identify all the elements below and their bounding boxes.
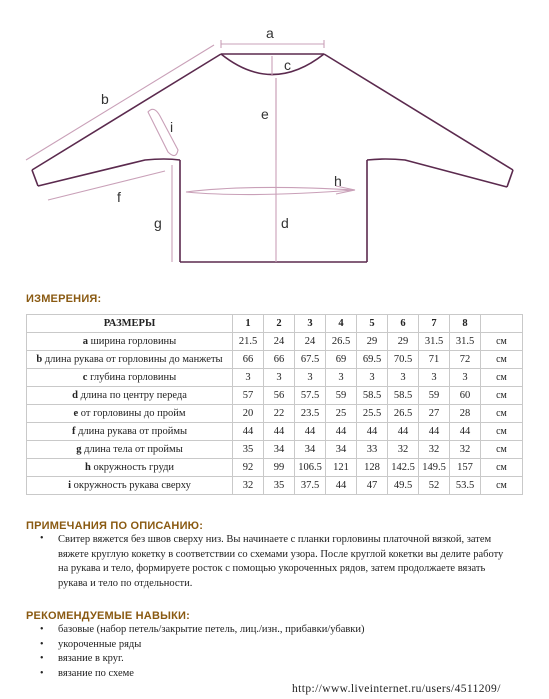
- sweater-outline: [32, 54, 513, 262]
- measure-letters: [101, 25, 342, 231]
- param-cell: [27, 351, 233, 369]
- value-cell: 26.5: [388, 405, 419, 423]
- unit-cell: см: [481, 333, 523, 351]
- param-cell: [27, 387, 233, 405]
- header-size: 7: [419, 315, 450, 333]
- label-b: b: [101, 91, 109, 107]
- param-letter: h: [84, 462, 91, 473]
- param-letter: a: [82, 336, 88, 347]
- value-cell: 33: [357, 441, 388, 459]
- bullet-icon: •: [40, 638, 44, 650]
- measurements-table-wrap: [26, 314, 522, 495]
- param-letter: g: [76, 444, 82, 455]
- sweater-schematic: [0, 0, 549, 285]
- value-cell: 29: [388, 333, 419, 351]
- value-cell: 24: [295, 333, 326, 351]
- value-cell: 27: [419, 405, 450, 423]
- value-cell: 69: [326, 351, 357, 369]
- header-size: 4: [326, 315, 357, 333]
- value-cell: 44: [419, 423, 450, 441]
- skills-heading: РЕКОМЕНДУЕМЫЕ НАВЫКИ:: [26, 610, 190, 622]
- table-row: [27, 387, 523, 405]
- unit-cell: см: [481, 477, 523, 495]
- value-cell: 28: [450, 405, 481, 423]
- header-size: 6: [388, 315, 419, 333]
- param-cell: [27, 459, 233, 477]
- value-cell: 31.5: [419, 333, 450, 351]
- value-cell: 59: [326, 387, 357, 405]
- header-size: 2: [264, 315, 295, 333]
- param-text: глубина горловины: [90, 372, 177, 383]
- value-cell: 58.5: [357, 387, 388, 405]
- param-letter: i: [68, 480, 72, 491]
- param-letter: b: [36, 354, 43, 365]
- value-cell: 99: [264, 459, 295, 477]
- table-row: [27, 459, 523, 477]
- header-unit: [481, 315, 523, 333]
- label-e: e: [261, 106, 269, 122]
- value-cell: 35: [264, 477, 295, 495]
- bullet-icon: •: [40, 624, 44, 635]
- param-letter: f: [71, 426, 76, 437]
- value-cell: 66: [233, 351, 264, 369]
- param-cell: [27, 333, 233, 351]
- value-cell: 121: [326, 459, 357, 477]
- label-i: i: [170, 119, 174, 135]
- value-cell: 44: [326, 477, 357, 495]
- table-row: [27, 405, 523, 423]
- bullet-icon: •: [40, 667, 44, 679]
- value-cell: 32: [419, 441, 450, 459]
- header-size: 1: [233, 315, 264, 333]
- value-cell: 44: [295, 423, 326, 441]
- param-letter: e: [73, 408, 79, 419]
- value-cell: 32: [450, 441, 481, 459]
- unit-cell: см: [481, 369, 523, 387]
- value-cell: 71: [419, 351, 450, 369]
- bullet-icon: •: [40, 653, 44, 664]
- value-cell: 34: [295, 441, 326, 459]
- param-cell: [27, 423, 233, 441]
- value-cell: 34: [326, 441, 357, 459]
- measurements-heading: ИЗМЕРЕНИЯ:: [26, 293, 102, 305]
- value-cell: 70.5: [388, 351, 419, 369]
- value-cell: 44: [388, 423, 419, 441]
- value-cell: 23.5: [295, 405, 326, 423]
- skill-text: укороченные ряды: [58, 638, 142, 650]
- value-cell: 149.5: [419, 459, 450, 477]
- skills-list: [40, 623, 510, 681]
- value-cell: 92: [233, 459, 264, 477]
- unit-cell: см: [481, 459, 523, 477]
- param-text: ширина горловины: [90, 336, 177, 347]
- value-cell: 44: [233, 423, 264, 441]
- unit-cell: см: [481, 441, 523, 459]
- value-cell: 44: [264, 423, 295, 441]
- value-cell: 142.5: [388, 459, 419, 477]
- skill-text: вязание по схеме: [58, 667, 134, 679]
- value-cell: 31.5: [450, 333, 481, 351]
- measurements-table: [26, 314, 523, 495]
- param-text: длина рукава от горловины до манжеты: [44, 354, 223, 365]
- value-cell: 47: [357, 477, 388, 495]
- skill-text: базовые (набор петель/закрытие петель, лиц./изн., прибавки/убавки): [58, 624, 365, 635]
- header-sizes-label: РАЗМЕРЫ: [27, 315, 233, 333]
- param-text: длина тела от проймы: [84, 444, 183, 455]
- list-item: [40, 667, 510, 682]
- value-cell: 72: [450, 351, 481, 369]
- label-h: h: [334, 173, 342, 189]
- value-cell: 128: [357, 459, 388, 477]
- unit-cell: см: [481, 405, 523, 423]
- value-cell: 49.5: [388, 477, 419, 495]
- value-cell: 35: [233, 441, 264, 459]
- list-item: [40, 652, 510, 667]
- table-row: [27, 423, 523, 441]
- label-a: a: [266, 25, 274, 41]
- value-cell: 3: [264, 369, 295, 387]
- value-cell: 32: [233, 477, 264, 495]
- source-url[interactable]: http://www.liveinternet.ru/users/4511209/: [292, 683, 501, 695]
- header-size: 8: [450, 315, 481, 333]
- value-cell: 3: [295, 369, 326, 387]
- notes-text: Свитер вяжется без швов сверху низ. Вы начинаете с планки горловины платочной вязкой, затем вяжете круглую кокетку в соответствии со схемами узора. После круглой кокетки вы делите работу на рукава и тело, формируете росток с помощью укороченных рядов, затем продолжаете вязать рукава и тело по отдельности.: [58, 534, 504, 589]
- value-cell: 21.5: [233, 333, 264, 351]
- table-row: [27, 351, 523, 369]
- value-cell: 29: [357, 333, 388, 351]
- table-row: [27, 441, 523, 459]
- value-cell: 37.5: [295, 477, 326, 495]
- value-cell: 25: [326, 405, 357, 423]
- unit-cell: см: [481, 351, 523, 369]
- value-cell: 25.5: [357, 405, 388, 423]
- label-c: c: [284, 57, 291, 73]
- value-cell: 59: [419, 387, 450, 405]
- param-text: окружность рукава сверху: [73, 480, 191, 491]
- param-cell: [27, 477, 233, 495]
- value-cell: 24: [264, 333, 295, 351]
- measurements-body: [27, 333, 523, 495]
- param-cell: [27, 369, 233, 387]
- value-cell: 32: [388, 441, 419, 459]
- value-cell: 60: [450, 387, 481, 405]
- value-cell: 3: [388, 369, 419, 387]
- label-g: g: [154, 215, 162, 231]
- value-cell: 44: [326, 423, 357, 441]
- table-row: [27, 477, 523, 495]
- value-cell: 106.5: [295, 459, 326, 477]
- param-text: длина рукава от проймы: [78, 426, 188, 437]
- table-row: [27, 369, 523, 387]
- param-letter: c: [82, 372, 88, 383]
- param-cell: [27, 441, 233, 459]
- value-cell: 52: [419, 477, 450, 495]
- param-text: длина по центру переда: [80, 390, 187, 401]
- value-cell: 58.5: [388, 387, 419, 405]
- unit-cell: см: [481, 423, 523, 441]
- param-text: от горловины до пройм: [80, 408, 186, 419]
- param-letter: d: [72, 390, 78, 401]
- value-cell: 53.5: [450, 477, 481, 495]
- value-cell: 57: [233, 387, 264, 405]
- param-cell: [27, 405, 233, 423]
- value-cell: 57.5: [295, 387, 326, 405]
- label-f: f: [117, 189, 121, 205]
- value-cell: 3: [450, 369, 481, 387]
- value-cell: 26.5: [326, 333, 357, 351]
- table-header-row: [27, 315, 523, 333]
- bullet-icon: •: [40, 533, 44, 544]
- value-cell: 44: [450, 423, 481, 441]
- header-size: 3: [295, 315, 326, 333]
- unit-cell: см: [481, 387, 523, 405]
- param-text: окружность груди: [93, 462, 175, 473]
- value-cell: 3: [326, 369, 357, 387]
- value-cell: 56: [264, 387, 295, 405]
- value-cell: 3: [419, 369, 450, 387]
- value-cell: 22: [264, 405, 295, 423]
- value-cell: 3: [357, 369, 388, 387]
- header-size: 5: [357, 315, 388, 333]
- notes-heading: ПРИМЕЧАНИЯ ПО ОПИСАНИЮ:: [26, 520, 204, 532]
- list-item: [40, 623, 510, 638]
- value-cell: 3: [233, 369, 264, 387]
- value-cell: 34: [264, 441, 295, 459]
- skill-text: вязание в круг.: [58, 653, 124, 664]
- value-cell: 69.5: [357, 351, 388, 369]
- value-cell: 44: [357, 423, 388, 441]
- value-cell: 67.5: [295, 351, 326, 369]
- label-d: d: [281, 215, 289, 231]
- value-cell: 157: [450, 459, 481, 477]
- list-item: [40, 638, 510, 653]
- table-row: [27, 333, 523, 351]
- value-cell: 66: [264, 351, 295, 369]
- value-cell: 20: [233, 405, 264, 423]
